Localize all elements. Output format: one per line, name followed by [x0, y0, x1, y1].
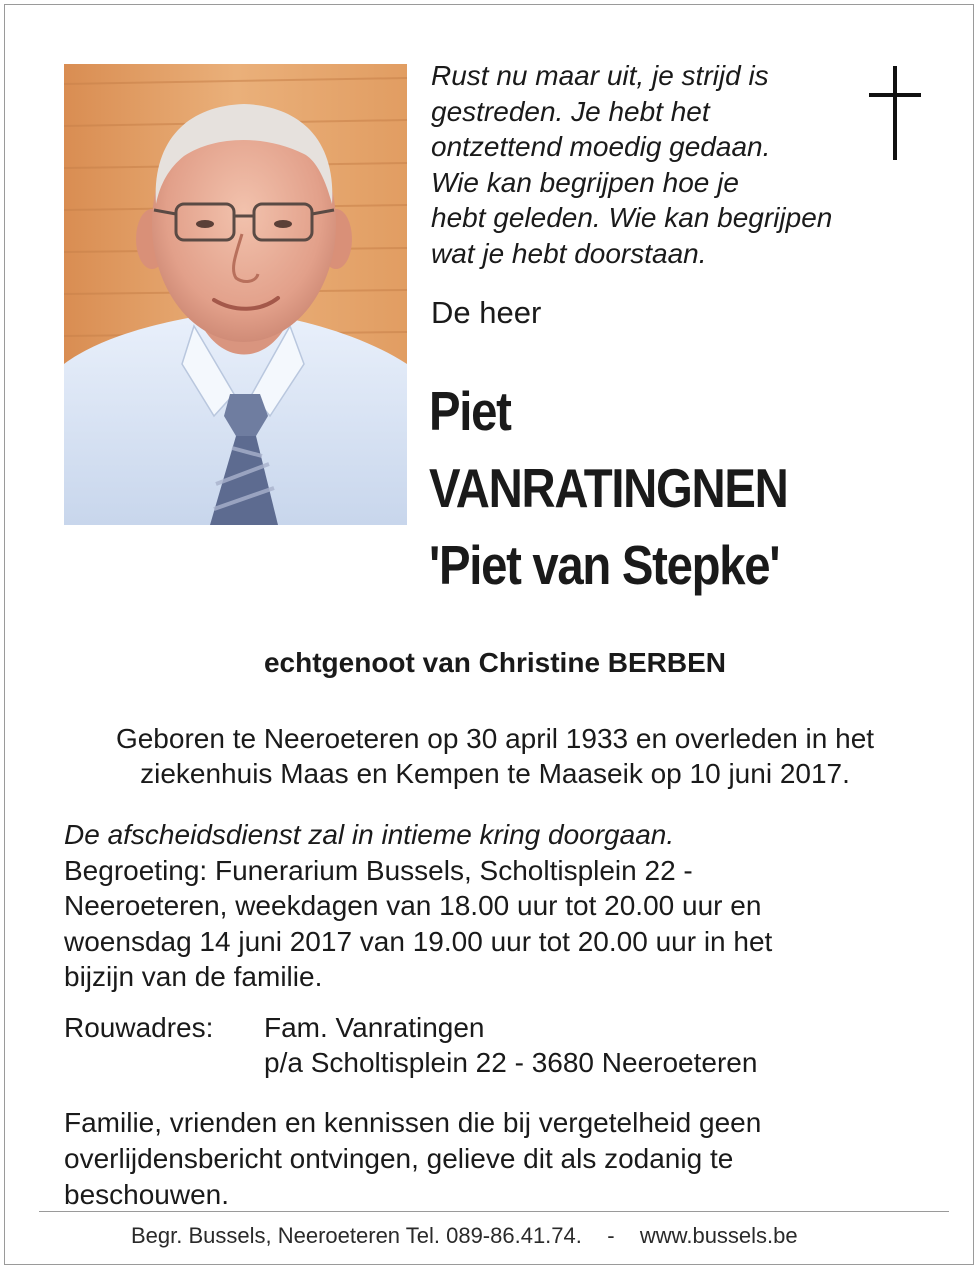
poem-line: hebt geleden. Wie kan begrijpen [431, 202, 833, 233]
spouse-line: echtgenoot van Christine BERBEN [263, 647, 727, 678]
obituary-card [4, 4, 974, 1265]
cross-icon [867, 66, 927, 166]
service-line: Begroeting: Funerarium Bussels, Scholtisplein 22 - [64, 854, 693, 886]
poem-line: wat je hebt doorstaan. [431, 237, 707, 269]
address-line: p/a Scholtisplein 22 - 3680 Neeroeteren [264, 1047, 758, 1078]
poem-line: ontzettend moedig gedaan. [431, 131, 771, 162]
birth-death-line: ziekenhuis Maas en Kempen te Maaseik op 10 juni 2017. [140, 758, 850, 789]
poem-line: Rust nu maar uit, je strijd is [431, 60, 769, 91]
deceased-name [429, 373, 876, 604]
poem [431, 58, 871, 271]
poem-line: Wie kan begrijpen hoe je [431, 166, 739, 198]
footer [131, 1222, 798, 1250]
portrait-photo [64, 64, 407, 525]
address-lines [264, 1010, 757, 1080]
service-info [64, 817, 944, 995]
birth-death-text [5, 721, 980, 791]
birth-death-line: Geboren te Neeroeteren op 30 april 1933 en overleden in het [115, 723, 875, 754]
service-note: De afscheidsdienst zal in intieme kring doorgaan. [64, 819, 675, 850]
undertaker-info: Begr. Bussels, Neeroeteren Tel. 089-86.41.74. [131, 1223, 582, 1248]
service-line: woensdag 14 juni 2017 van 19.00 uur tot 20.00 uur in het [64, 925, 773, 957]
nickname: 'Piet van Stepke' [429, 534, 780, 596]
last-name: VANRATINGNEN [429, 457, 788, 519]
portrait-image [64, 64, 407, 525]
service-line: bijzijn van de familie. [64, 961, 323, 992]
address-label: Rouwadres: [64, 1012, 214, 1043]
honorific: De heer [431, 295, 542, 330]
address-line: Fam. Vanratingen [264, 1012, 485, 1043]
notice-line: overlijdensbericht ontvingen, gelieve dit als zodanig te [64, 1143, 734, 1174]
notice-line: Familie, vrienden en kennissen die bij vergetelheid geen [64, 1107, 762, 1138]
website-link[interactable]: www.bussels.be [639, 1223, 798, 1248]
first-name: Piet [429, 380, 511, 442]
poem-line: gestreden. Je hebt het [431, 95, 710, 127]
service-line: Neeroeteren, weekdagen van 18.00 uur tot 20.00 uur en [64, 890, 762, 921]
footer-divider [39, 1211, 949, 1212]
notice-line: beschouwen. [64, 1179, 230, 1210]
notice-text [64, 1105, 944, 1213]
footer-separator: - [607, 1223, 615, 1248]
